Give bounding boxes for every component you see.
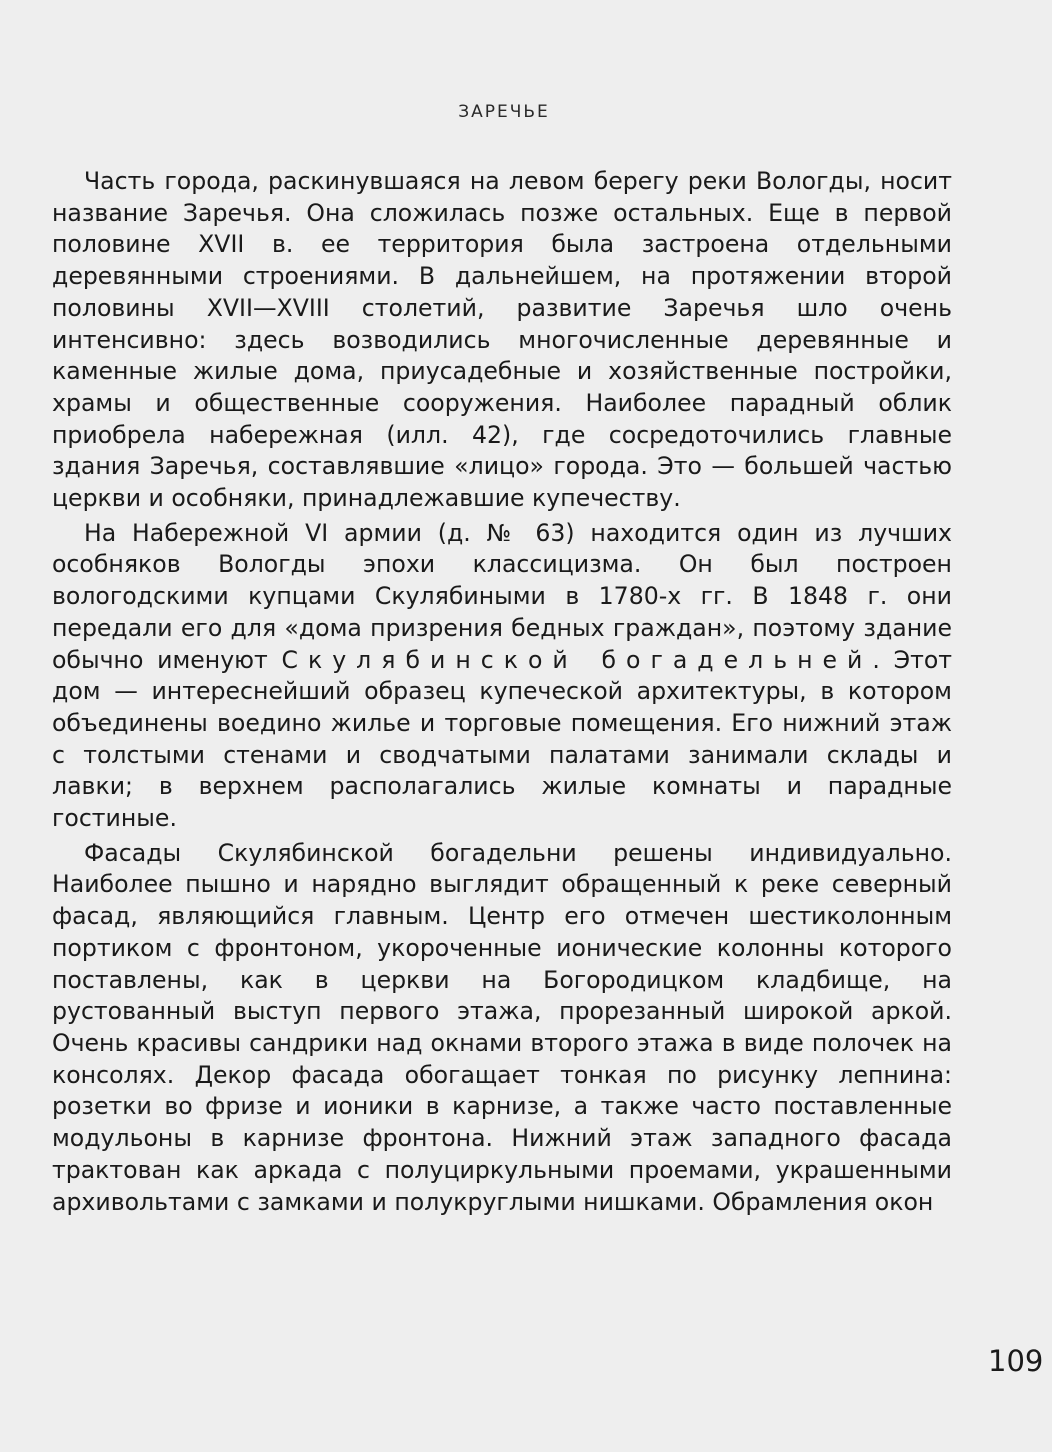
emphasized-name: Скулябинской богадельней bbox=[281, 645, 873, 674]
paragraph-2-end: . Этот дом — интереснейший образец купеческой архитектуры, в котором объединены воедино жилье и торговые помещения. Его нижний этаж с толстыми стенами и сводчатыми палатами занимали склады и лавки; в верхнем располагались жилые комнаты и парадные гостиные. bbox=[52, 645, 952, 833]
paragraph-3: Фасады Скулябинской богадельни решены индивидуально. Наиболее пышно и нарядно выглядит обращенный к реке северный фасад, являющийся главным. Центр его отмечен шестиколонным портиком с фронтоном, укороченные ионические колонны которого поставлены, как в церкви на Богородицком кладбище, на рустованный выступ первого этажа, прорезанный широкой аркой. Очень красивы сандрики над окнами второго этажа в виде полочек на консолях. Декор фасада обогащает тонкая по рисунку лепнина: розетки во фризе и ионики в карнизе, а также часто поставленные модульоны в карнизе фронтона. Нижний этаж западного фасада трактован как аркада с полуциркульными проемами, украшенными архивольтами с замками и полукруглыми нишками. Обрамления окон bbox=[52, 838, 952, 1216]
paragraph-1: Часть города, раскинувшаяся на левом берегу реки Вологды, носит название Заречья. Она сложилась позже остальных. Еще в первой половине XVII в. ее территория была застроена отдельными деревянными строениями. В дальнейшем, на протяжении второй половины XVII—XVIII столетий, развитие Заречья шло очень интенсивно: здесь возводились многочисленные деревянные и каменные жилые дома, приусадебные и хозяйственные постройки, храмы и общественные сооружения. Наиболее парадный облик приобрела набережная (илл. 42), где сосредоточились главные здания Заречья, составлявшие «лицо» города. Это — большей частью церкви и особняки, принадлежавшие купечеству. bbox=[52, 167, 952, 513]
paragraph-2 bbox=[52, 518, 952, 835]
page-number: 109 bbox=[988, 1344, 1044, 1378]
paragraph-2-start: На Набережной VI армии (д. № 63) находится один из лучших особняков Вологды эпохи классицизма. Он был построен вологодскими купцами Скулябиными в 1780-х гг. В 1848 г. они передали его для «дома призрения бедных граждан», поэтому здание обычно именуют bbox=[52, 518, 952, 674]
body-text bbox=[52, 166, 952, 1221]
section-heading: ЗАРЕЧЬЕ bbox=[458, 102, 550, 122]
